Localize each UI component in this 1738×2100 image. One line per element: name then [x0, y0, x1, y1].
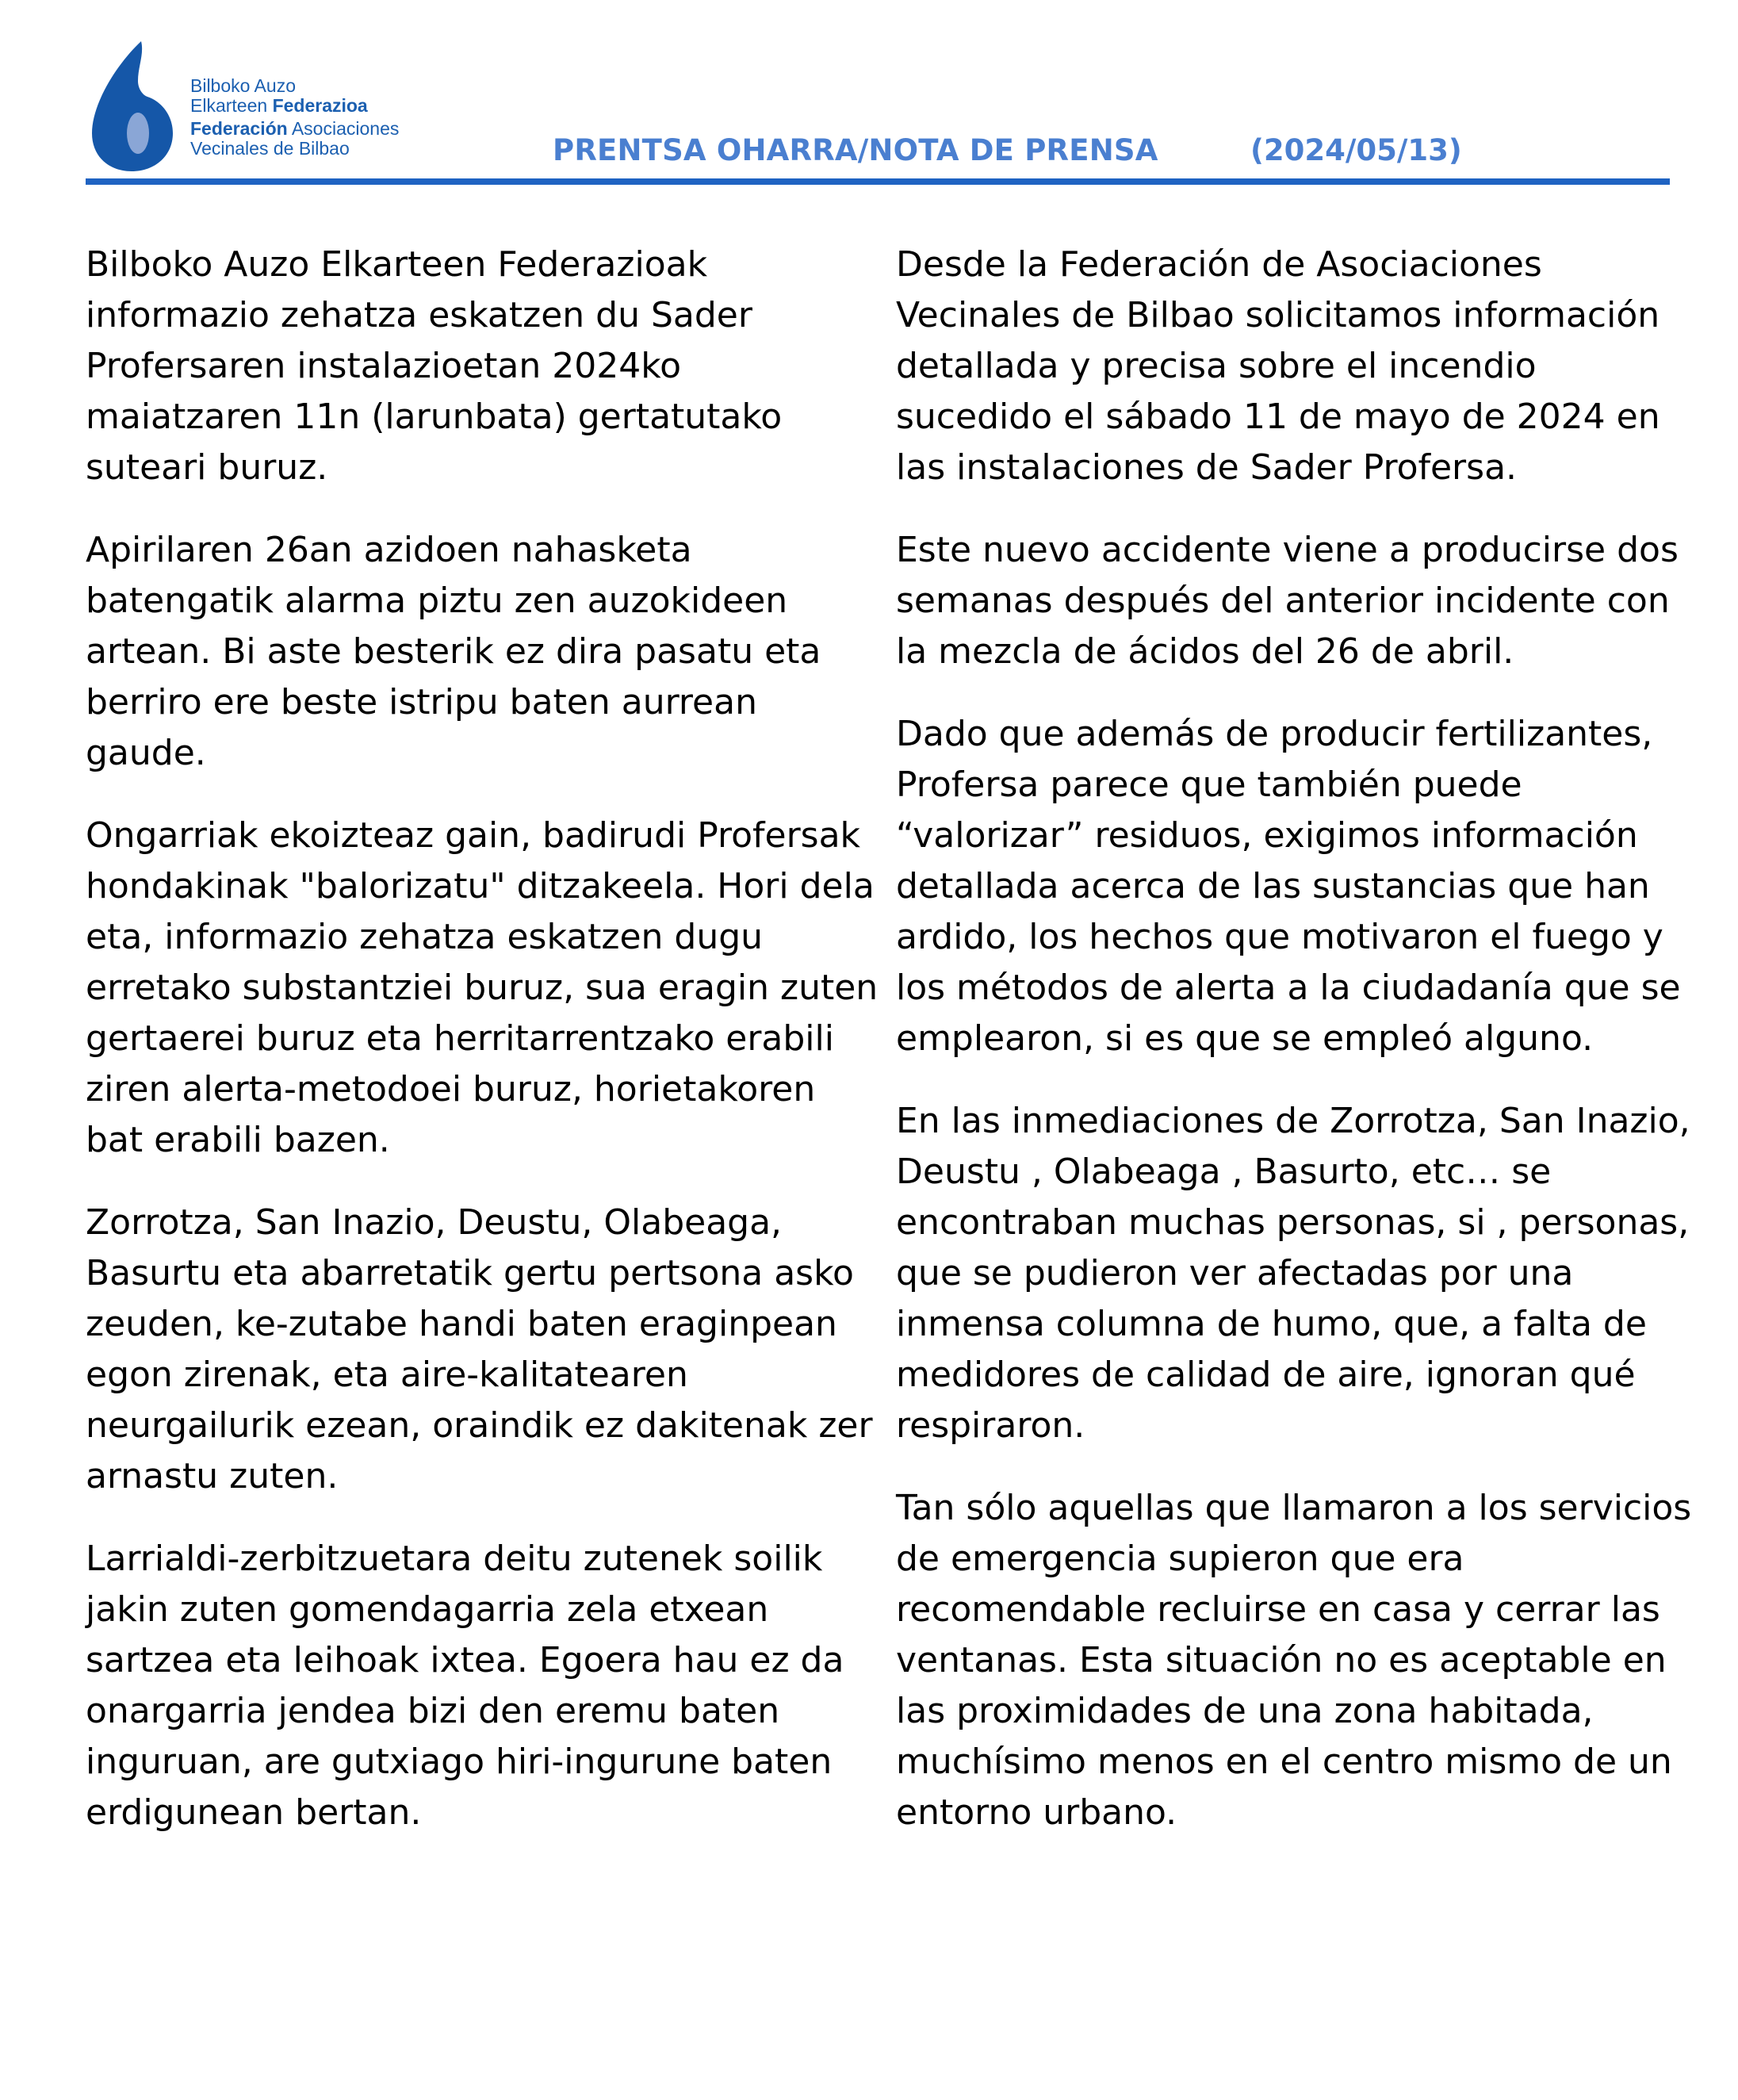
basque-paragraph-3: Ongarriak ekoizteaz gain, badirudi Profersak hondakinak "balorizatu" ditzakeela. Hori dela eta, informazio zehatza eskatzen dugu erretako substantziei buruz, sua eragin zuten gertaerei buruz eta herritarrentzako erabili ziren alerta-metodoei buruz, horietakoren bat erabili bazen.	[86, 815, 879, 1160]
spanish-paragraph-1: Desde la Federación de Asociaciones Vecinales de Bilbao solicitamos información detallada y precisa sobre el incendio sucedido el sábado 11 de mayo de 2024 en las instalaciones de Sader Profersa.	[896, 244, 1660, 488]
basque-paragraph-2: Apirilaren 26an azidoen nahasketa batengatik alarma piztu zen auzokideen artean. Bi aste besterik ez dira pasatu eta berriro ere beste istripu baten aurrean gaude.	[86, 530, 821, 773]
federation-logo-icon	[86, 40, 189, 174]
spanish-paragraph-3: Dado que además de producir fertilizantes, Profersa parece que también puede “valorizar” residuos, exigimos información detallada acerca de las sustancias que han ardido, los hechos que motivaron el fuego y los métodos de alerta a la ciudadanía que se emplearon, si es que se empleó alguno.	[896, 714, 1681, 1059]
press-release-date: (2024/05/13)	[1250, 133, 1462, 167]
basque-paragraph-5: Larrialdi-zerbitzuetara deitu zutenek soilik jakin zuten gomendagarria zela etxean sartzea eta leihoak ixtea. Egoera hau ez da onargarria jendea bizi den eremu baten inguruan, are gutxiago hiri-ingurune baten erdigunean bertan.	[86, 1539, 844, 1833]
press-release-title: PRENTSA OHARRA/NOTA DE PRENSA	[553, 133, 1158, 167]
logo-line-4: Vecinales de Bilbao	[190, 138, 350, 159]
logo-line-1: Bilboko Auzo	[190, 75, 296, 96]
logo-line-2: Elkarteen Federazioa	[190, 95, 368, 116]
basque-paragraph-4: Zorrotza, San Inazio, Deustu, Olabeaga, Basurtu eta abarretatik gertu pertsona asko zeuden, ke-zutabe handi baten eraginpean egon zirenak, eta aire-kalitatearen neurgailurik ezean, oraindik ez dakitenak zer arnastu zuten.	[86, 1202, 873, 1496]
spanish-column	[896, 240, 1697, 1870]
basque-column	[86, 240, 879, 1870]
page-header	[0, 0, 1738, 190]
spanish-paragraph-2: Este nuevo accidente viene a producirse dos semanas después del anterior incidente con la mezcla de ácidos del 26 de abril.	[896, 530, 1679, 672]
spanish-paragraph-5: Tan sólo aquellas que llamaron a los servicios de emergencia supieron que era recomendable recluirse en casa y cerrar las ventanas. Esta situación no es aceptable en las proximidades de una zona habitada, muchísimo menos en el centro mismo de un entorno urbano.	[896, 1488, 1692, 1833]
logo-wordmark	[190, 76, 399, 159]
header-divider	[86, 178, 1670, 185]
logo-line-3: Federación Asociaciones	[190, 118, 400, 139]
basque-paragraph-1: Bilboko Auzo Elkarteen Federazioak informazio zehatza eskatzen du Sader Profersaren instalazioetan 2024ko maiatzaren 11n (larunbata) gertatutako suteari buruz.	[86, 244, 783, 488]
spanish-paragraph-4: En las inmediaciones de Zorrotza, San Inazio, Deustu , Olabeaga , Basurto, etc… se encontraban muchas personas, si , personas, que se pudieron ver afectadas por una inmensa columna de humo, que, a falta de medidores de calidad de aire, ignoran qué respiraron.	[896, 1101, 1690, 1446]
